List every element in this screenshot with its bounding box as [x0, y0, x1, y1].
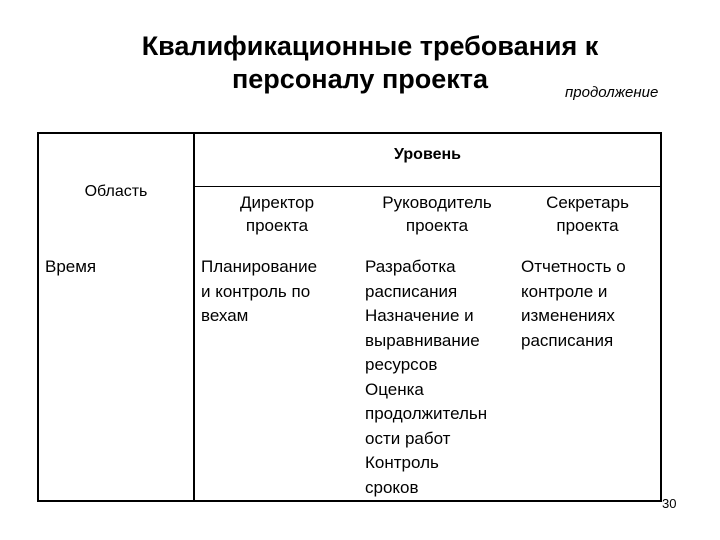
- cell-line: Разработка: [365, 257, 456, 276]
- cell-line: контроле и: [521, 281, 608, 301]
- cell-line: и контроль по: [201, 281, 311, 301]
- cell-line: ресурсов: [365, 355, 438, 374]
- level-header: Уровень: [194, 133, 661, 187]
- cell-line: Планирование: [201, 257, 318, 276]
- cell-line: сроков: [365, 477, 419, 497]
- cell-line: Контроль: [365, 453, 439, 472]
- cell-manager-time: [359, 249, 515, 501]
- column-header-director: [194, 187, 359, 250]
- cell-line: продолжительн: [365, 404, 488, 423]
- cell-line: вехам: [201, 306, 249, 325]
- cell-director-time: [194, 249, 359, 501]
- column-header-line: Секретарь: [546, 193, 629, 212]
- column-header-line: проекта: [245, 216, 309, 235]
- column-header-line: Руководитель: [382, 193, 492, 212]
- area-cell-time: Время: [38, 249, 194, 501]
- cell-line: расписания: [521, 330, 614, 350]
- slide-title-line-1: Квалификационные требования к: [141, 31, 599, 61]
- slide-title-line-2: персоналу проекта: [231, 64, 489, 94]
- cell-secretary-time: [515, 249, 661, 501]
- cell-line: изменениях: [521, 306, 615, 325]
- cell-line: Отчетность о: [521, 257, 626, 276]
- cell-line: ости работ: [365, 428, 451, 448]
- continuation-label: продолжение: [565, 84, 659, 101]
- column-header-line: Директор: [239, 193, 315, 212]
- table-row: [38, 249, 661, 501]
- column-header-manager: [359, 187, 515, 250]
- cell-line: выравнивание: [365, 330, 480, 350]
- column-header-line: проекта: [405, 216, 469, 235]
- cell-line: Оценка: [365, 379, 424, 399]
- cell-line: Назначение и: [365, 306, 474, 325]
- cell-line: расписания: [365, 281, 458, 301]
- area-header: Область: [38, 133, 194, 249]
- column-header-line: проекта: [556, 216, 619, 235]
- page-number: 30: [662, 496, 677, 511]
- requirements-table: [37, 132, 662, 502]
- table-level-row: [38, 133, 661, 187]
- column-header-secretary: [515, 187, 661, 250]
